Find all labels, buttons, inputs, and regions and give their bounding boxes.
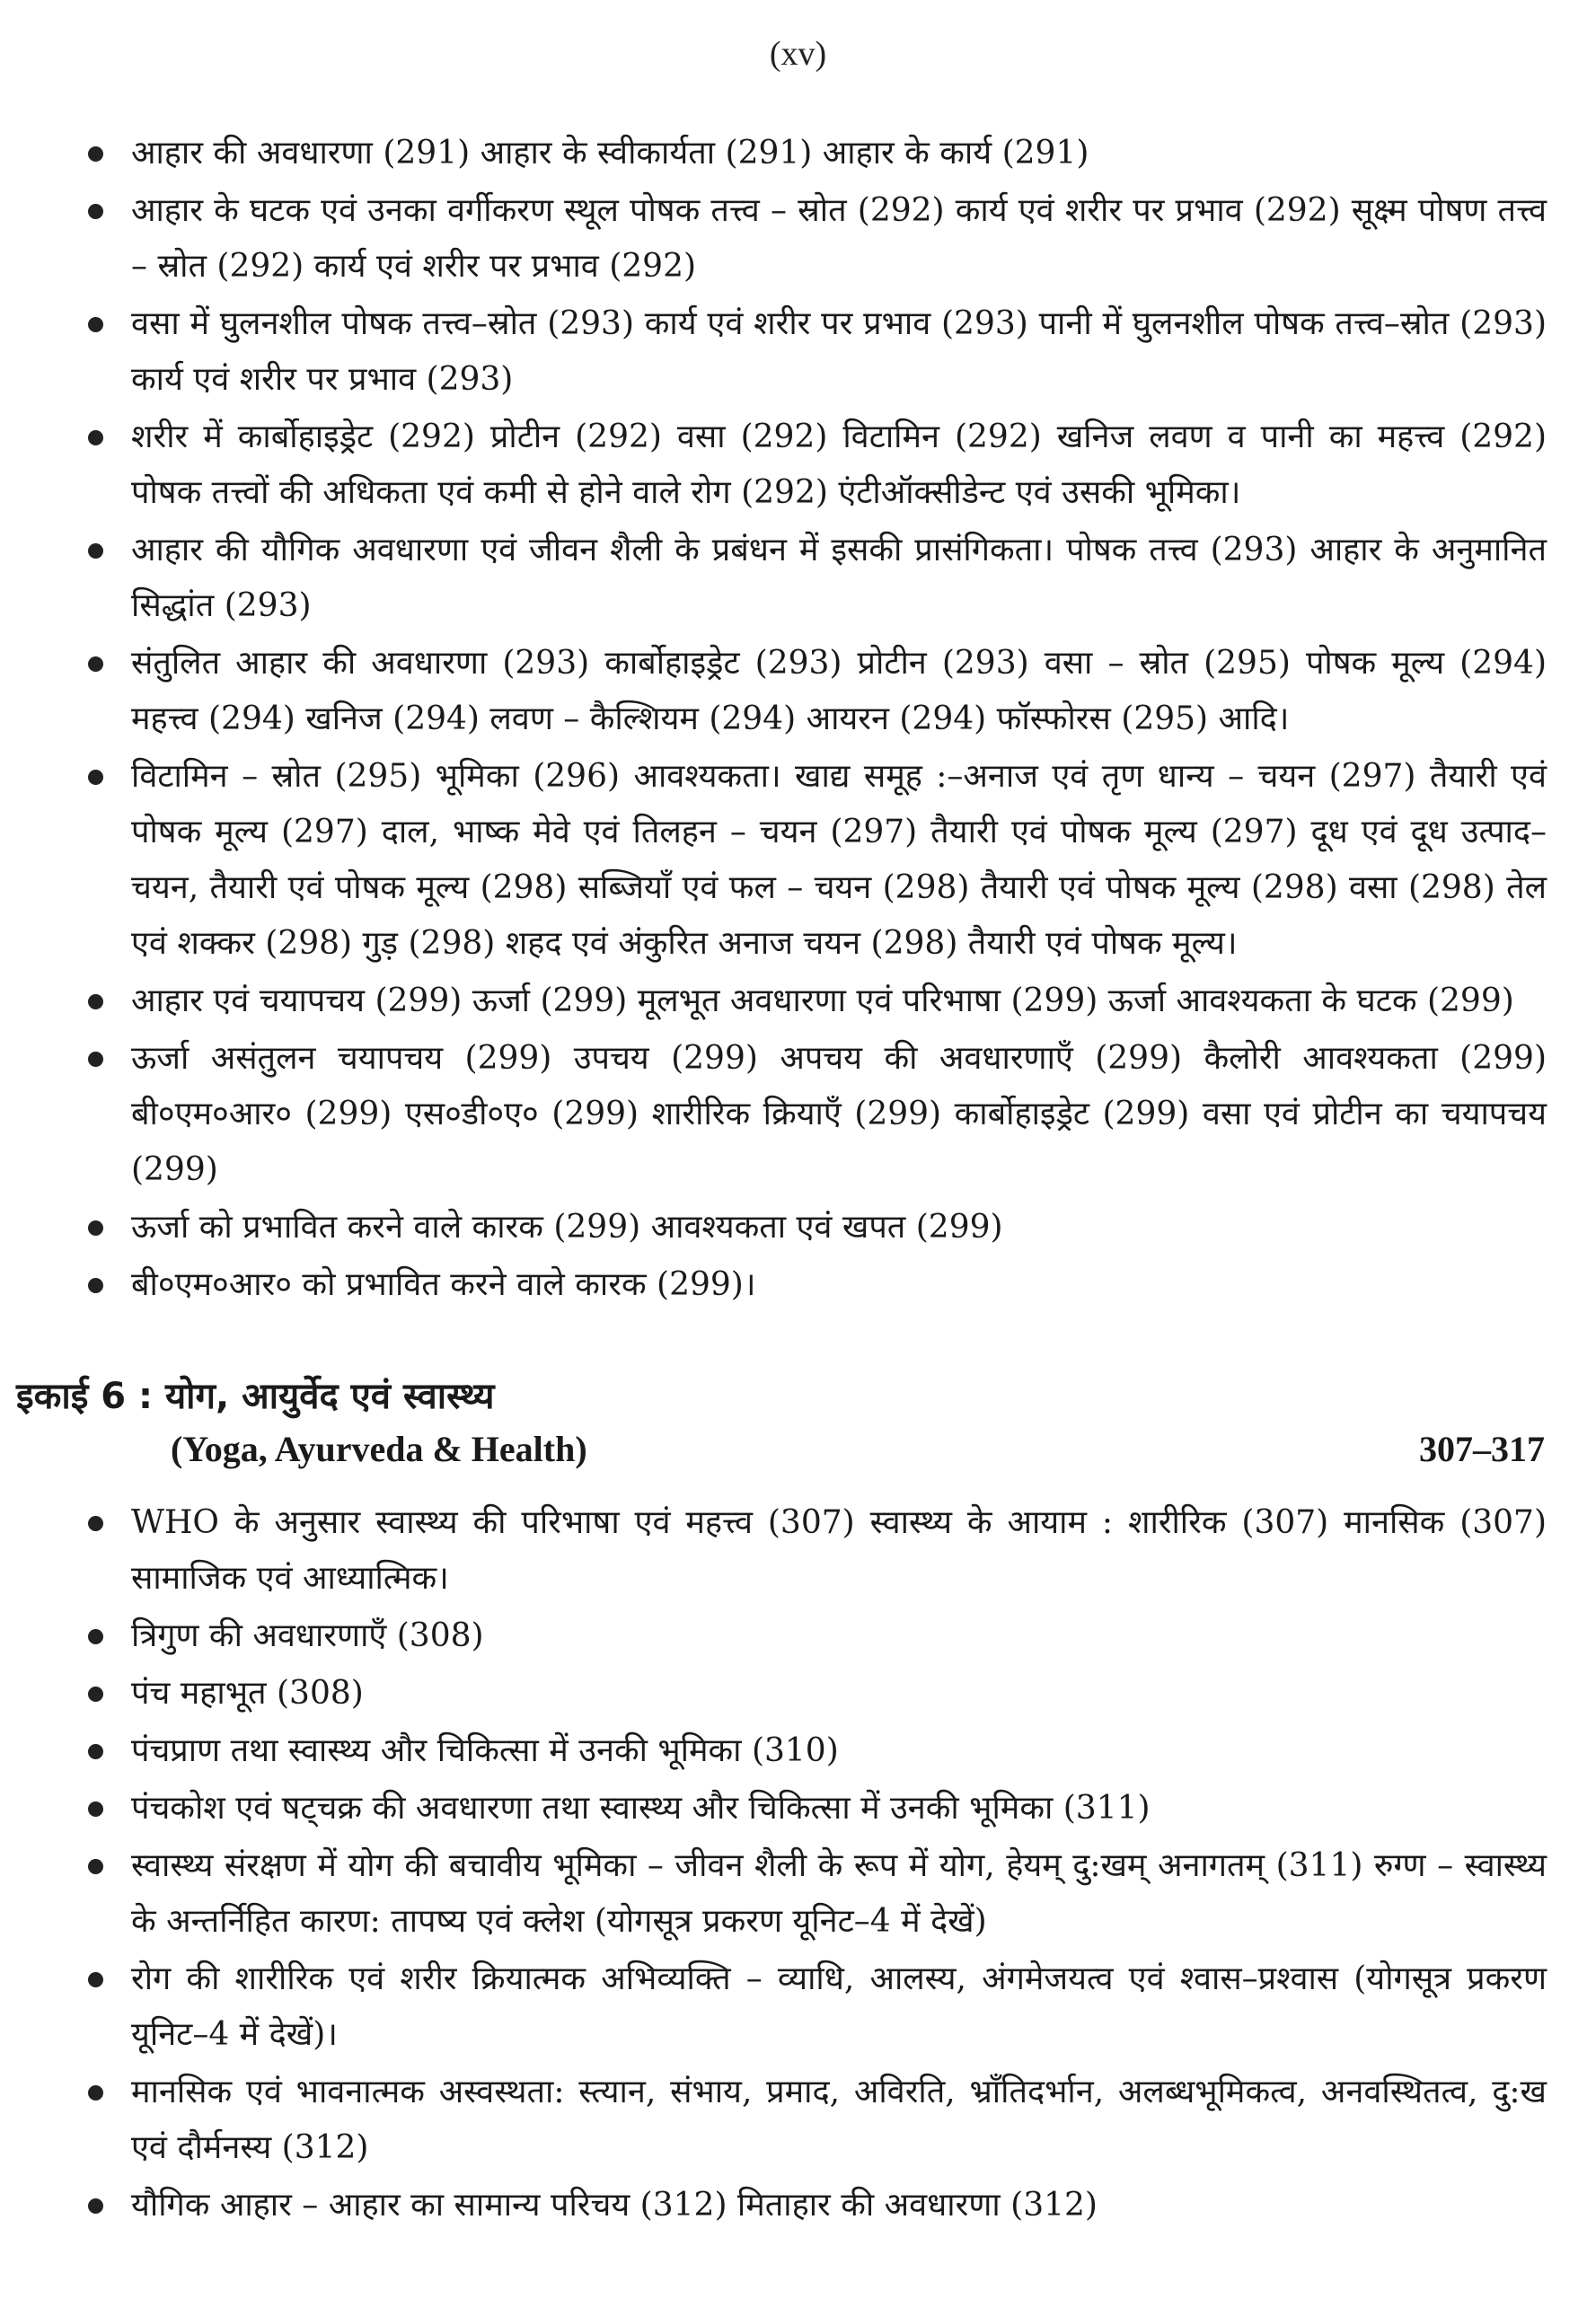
list-item [83,1257,1547,1313]
bullet-icon [88,1629,103,1644]
list-item-text: WHO के अनुसार स्वास्थ्य की परिभाषा एवं महत्त्व (307) स्वास्थ्य के आयाम : शारीरिक (307) मानसिक (307) सामाजिक एवं आध्यात्मिक। [131,1504,1547,1597]
list-item-text: आहार की अवधारणा (291) आहार के स्वीकार्यता (291) आहार के कार्य (291) [131,135,1089,172]
list-item [83,1495,1547,1607]
bullet-icon [88,317,103,332]
list-item [83,2065,1547,2176]
bullet-icon [88,1516,103,1531]
page-number: (xv) [769,35,827,73]
list-item-text: स्वास्थ्य संरक्षण में योग की बचावीय भूमिका – जीवन शैली के रूप में योग, हेयम् दु:खम् अनागतम् (311) रुग्ण – स्वास्थ्य के अन्तर्निहित कारण: तापष्य एवं क्लेश (योगसूत्र प्रकरण यूनिट–4 में देखें) [131,1847,1547,1940]
unit-english-title: (Yoga, Ayurveda & Health) [171,1429,587,1469]
bullet-icon [88,1859,103,1874]
bullet-icon [88,1052,103,1067]
list-item-text: बी०एम०आर० को प्रभावित करने वाले कारक (299)। [131,1266,756,1303]
list-item [83,183,1547,295]
list-item-text: रोग की शारीरिक एवं शरीर क्रियात्मक अभिव्यक्ति – व्याधि, आलस्य, अंगमेजयत्व एवं श्वास–प्रश्वास (योगसूत्र प्रकरण यूनिट–4 में देखें)। [131,1960,1547,2053]
list-item [83,2178,1547,2233]
list-item [83,1781,1547,1837]
bullet-icon [88,1687,103,1702]
syllabus-list-yoga-health [83,1495,1547,2235]
list-item [83,523,1547,634]
bullet-icon [88,1744,103,1759]
list-item [83,1951,1547,2063]
list-item [83,1031,1547,1198]
list-item-text: वसा में घुलनशील पोषक तत्त्व–स्रोत (293) कार्य एवं शरीर पर प्रभाव (293) पानी में घुलनशील पोषक तत्त्व–स्रोत (293) कार्य एवं शरीर पर प्रभाव (293) [131,305,1547,398]
unit-subheading-row [171,1428,1545,1482]
list-item [83,1723,1547,1779]
bullet-icon [88,2198,103,2214]
list-item-text: शरीर में कार्बोहाइड्रेट (292) प्रोटीन (292) वसा (292) विटामिन (292) खनिज लवण व पानी का महत्त्व (292) पोषक तत्त्वों की अधिकता एवं कमी से होने वाले रोग (292) एंटीऑक्सीडेन्ट एवं उसकी भूमिका। [131,418,1547,511]
list-item [83,636,1547,747]
bullet-icon [88,1972,103,1987]
list-item [83,1200,1547,1255]
list-item [83,1608,1547,1664]
bullet-icon [88,204,103,219]
bullet-icon [88,430,103,445]
list-item [83,126,1547,181]
list-item [83,973,1547,1029]
list-item [83,410,1547,521]
bullet-icon [88,770,103,785]
list-item-text: विटामिन – स्रोत (295) भूमिका (296) आवश्यकता। खाद्य समूह :–अनाज एवं तृण धान्य – चयन (297) तैयारी एवं पोषक मूल्य (297) दाल, भाष्क मेवे एवं तिलहन – चयन (297) तैयारी एवं पोषक मूल्य (297) दूध एवं दूध उत्पाद–चयन, तैयारी एवं पोषक मूल्य (298) सब्जियाँ एवं फल – चयन (298) तैयारी एवं पोषक मूल्य (298) वसा (298) तेल एवं शक्कर (298) गुड़ (298) शहद एवं अंकुरित अनाज चयन (298) तैयारी एवं पोषक मूल्य। [131,758,1547,962]
bullet-icon [88,994,103,1009]
syllabus-list-nutrition [83,126,1547,1315]
list-item [83,296,1547,408]
bullet-icon [88,2085,103,2101]
unit-heading: इकाई 6 : योग, आयुर्वेद एवं स्वास्थ्य [16,1376,495,1417]
list-item-text: पंच महाभूत (308) [131,1675,364,1712]
list-item-text: संतुलित आहार की अवधारणा (293) कार्बोहाइड्रेट (293) प्रोटीन (293) वसा – स्रोत (295) पोषक मूल्य (294) महत्त्व (294) खनिज (294) लवण – कैल्शियम (294) आयरन (294) फॉस्फोरस (295) आदि। [131,645,1547,737]
list-item [83,1666,1547,1722]
list-item [83,1838,1547,1950]
list-item-text: पंचप्राण तथा स्वास्थ्य और चिकित्सा में उनकी भूमिका (310) [131,1732,839,1769]
bullet-icon [88,543,103,559]
unit-page-range: 307–317 [1419,1429,1545,1469]
list-item-text: यौगिक आहार – आहार का सामान्य परिचय (312) मिताहार की अवधारणा (312) [131,2187,1098,2224]
bullet-icon [88,1278,103,1293]
list-item-text: ऊर्जा असंतुलन चयापचय (299) उपचय (299) अपचय की अवधारणाएँ (299) कैलोरी आवश्यकता (299) बी०एम०आर० (299) एस०डी०ए० (299) शारीरिक क्रियाएँ (299) कार्बोहाइड्रेट (299) वसा एवं प्रोटीन का चयापचय (299) [131,1040,1547,1188]
bullet-icon [88,146,103,162]
list-item [83,749,1547,972]
bullet-icon [88,1220,103,1236]
list-item-text: त्रिगुण की अवधारणाएँ (308) [131,1617,484,1654]
list-item-text: आहार के घटक एवं उनका वर्गीकरण स्थूल पोषक तत्त्व – स्रोत (292) कार्य एवं शरीर पर प्रभाव (292) सूक्ष्म पोषण तत्त्व – स्रोत (292) कार्य एवं शरीर पर प्रभाव (292) [131,192,1547,285]
list-item-text: आहार की यौगिक अवधारणा एवं जीवन शैली के प्रबंधन में इसकी प्रासंगिकता। पोषक तत्त्व (293) आहार के अनुमानित सिद्धांत (293) [131,532,1547,624]
bullet-icon [88,1801,103,1817]
list-item-text: आहार एवं चयापचय (299) ऊर्जा (299) मूलभूत अवधारणा एवं परिभाषा (299) ऊर्जा आवश्यकता के घटक (299) [131,982,1514,1019]
list-item-text: ऊर्जा को प्रभावित करने वाले कारक (299) आवश्यकता एवं खपत (299) [131,1209,1003,1246]
list-item-text: मानसिक एवं भावनात्मक अस्वस्थता: स्त्यान, संभाय, प्रमाद, अविरति, भ्राँतिदर्भान, अलब्धभूमिकत्व, अनवस्थितत्व, दु:ख एवं दौर्मनस्य (312) [131,2074,1547,2166]
list-item-text: पंचकोश एवं षट्चक्र की अवधारणा तथा स्वास्थ्य और चिकित्सा में उनकी भूमिका (311) [131,1790,1151,1827]
bullet-icon [88,656,103,672]
